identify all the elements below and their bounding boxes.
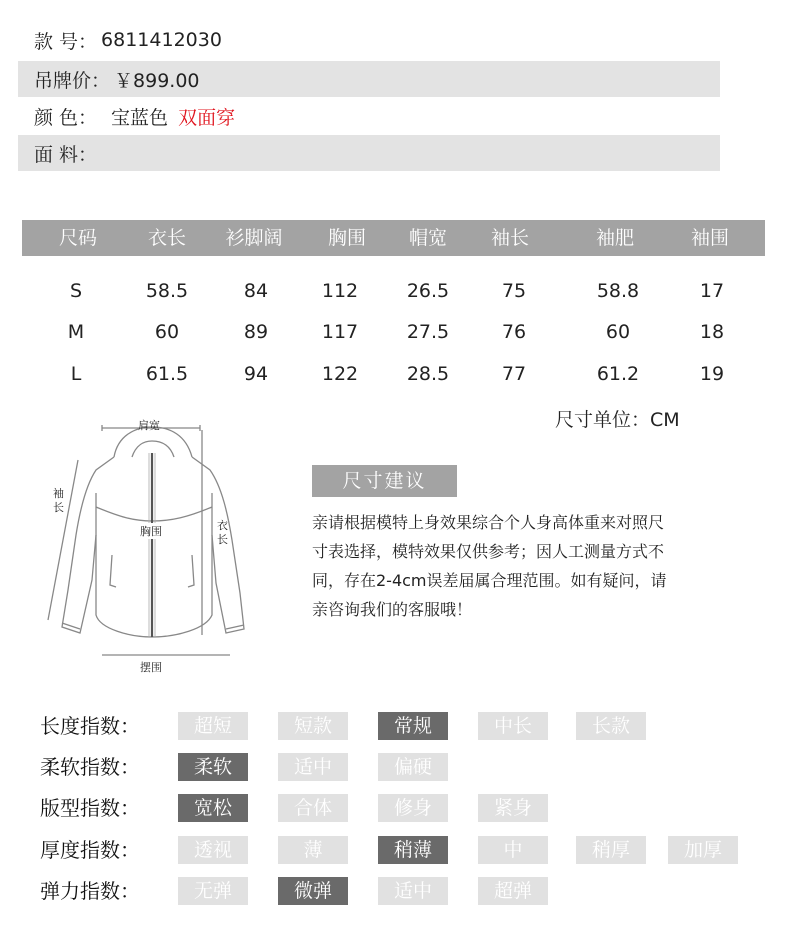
- table-cell: 17: [699, 280, 725, 302]
- length-index-option: 长款: [576, 712, 646, 740]
- table-cell: 122: [321, 363, 359, 385]
- advice-line: 亲请根据模特上身效果综合个人身高体重来对照尺: [312, 513, 665, 532]
- table-row: [0, 317, 790, 347]
- color-row: [18, 98, 720, 134]
- table-cell: S: [69, 280, 83, 302]
- table-cell: 61.2: [596, 363, 640, 385]
- fabric-label: 面 料：: [34, 143, 98, 166]
- size-unit: 尺寸单位：CM: [555, 409, 680, 431]
- style-number-row: [18, 22, 720, 58]
- stretch-index-option: 微弹: [278, 877, 348, 905]
- table-cell: L: [70, 363, 82, 385]
- table-cell: 89: [243, 321, 269, 343]
- length-index-option: 中长: [478, 712, 548, 740]
- thickness-index-option: 薄: [278, 836, 348, 864]
- price-label: 吊牌价：: [34, 69, 111, 92]
- stretch-index-option: 适中: [378, 877, 448, 905]
- size-advice-text: [312, 508, 732, 624]
- softness-index-option: 柔软: [178, 753, 248, 781]
- color-label: 颜 色：: [34, 106, 98, 129]
- reversible-note: 双面穿: [178, 106, 236, 129]
- advice-line: 亲咨询我们的客服哦！: [312, 600, 473, 619]
- price-row: [18, 61, 720, 97]
- price-value: ￥899.00: [114, 69, 200, 92]
- header-hood-width: 帽宽: [408, 227, 448, 249]
- stretch-index-option: 无弹: [178, 877, 248, 905]
- table-cell: 28.5: [406, 363, 450, 385]
- thickness-index-option: 中: [478, 836, 548, 864]
- thickness-index-label: 厚度指数：: [40, 838, 140, 862]
- header-hem-width: 衫脚阔: [225, 227, 283, 249]
- softness-index-label: 柔软指数：: [40, 755, 140, 779]
- color-value: 宝蓝色: [111, 106, 169, 129]
- advice-line: 寸表选择，模特效果仅供参考；因人工测量方式不: [312, 542, 665, 561]
- size-table-header: [22, 220, 765, 256]
- style-number-value: 6811412030: [101, 29, 222, 51]
- table-cell: 26.5: [406, 280, 450, 302]
- table-cell: 60: [605, 321, 631, 343]
- table-row: [0, 359, 790, 389]
- thickness-index-option: 稍厚: [576, 836, 646, 864]
- table-cell: 117: [321, 321, 359, 343]
- table-cell: 19: [699, 363, 725, 385]
- fit-index-option: 紧身: [478, 794, 548, 822]
- thickness-index-option: 稍薄: [378, 836, 448, 864]
- shoulder-width-label: 肩宽: [138, 419, 160, 432]
- fit-index-option: 修身: [378, 794, 448, 822]
- header-sleeve-width: 袖肥: [595, 227, 635, 249]
- table-cell: 75: [501, 280, 527, 302]
- table-cell: 60: [154, 321, 180, 343]
- header-sleeve-length: 袖长: [490, 227, 530, 249]
- table-cell: 77: [501, 363, 527, 385]
- table-row: [0, 276, 790, 306]
- fabric-row: [18, 135, 720, 171]
- table-cell: 58.8: [596, 280, 640, 302]
- table-cell: 84: [243, 280, 269, 302]
- chest-label: 胸围: [140, 525, 162, 538]
- table-cell: 94: [243, 363, 269, 385]
- length-index-option: 短款: [278, 712, 348, 740]
- length-index-option: 超短: [178, 712, 248, 740]
- stretch-index-option: 超弹: [478, 877, 548, 905]
- sleeve-length-label-1: 袖: [53, 487, 64, 500]
- body-length-label-1: 衣: [217, 519, 228, 532]
- length-index-label: 长度指数：: [40, 714, 140, 738]
- style-number-label: 款 号：: [34, 30, 98, 53]
- header-length: 衣长: [147, 227, 187, 249]
- table-cell: 112: [321, 280, 359, 302]
- fit-index-option: 宽松: [178, 794, 248, 822]
- body-length-label-2: 长: [217, 533, 228, 546]
- header-chest: 胸围: [327, 227, 367, 249]
- table-cell: 18: [699, 321, 725, 343]
- jacket-measurement-diagram: [40, 415, 270, 685]
- table-cell: 58.5: [145, 280, 189, 302]
- fit-index-option: 合体: [278, 794, 348, 822]
- advice-line: 同，存在2-4cm误差届属合理范围。如有疑问，请: [312, 571, 667, 590]
- softness-index-option: 偏硬: [378, 753, 448, 781]
- table-cell: 61.5: [145, 363, 189, 385]
- table-cell: 76: [501, 321, 527, 343]
- thickness-index-option: 加厚: [668, 836, 738, 864]
- jacket-sketch: [40, 415, 270, 685]
- hem-label: 摆围: [140, 661, 162, 674]
- thickness-index-option: 透视: [178, 836, 248, 864]
- length-index-option: 常规: [378, 712, 448, 740]
- sleeve-length-label-2: 长: [53, 501, 64, 514]
- table-cell: 27.5: [406, 321, 450, 343]
- header-size: 尺码: [58, 227, 98, 249]
- softness-index-option: 适中: [278, 753, 348, 781]
- table-cell: M: [67, 321, 85, 343]
- header-cuff: 袖围: [690, 227, 730, 249]
- size-advice-title: 尺寸建议: [312, 465, 457, 497]
- fit-index-label: 版型指数：: [40, 796, 140, 820]
- stretch-index-label: 弹力指数：: [40, 879, 140, 903]
